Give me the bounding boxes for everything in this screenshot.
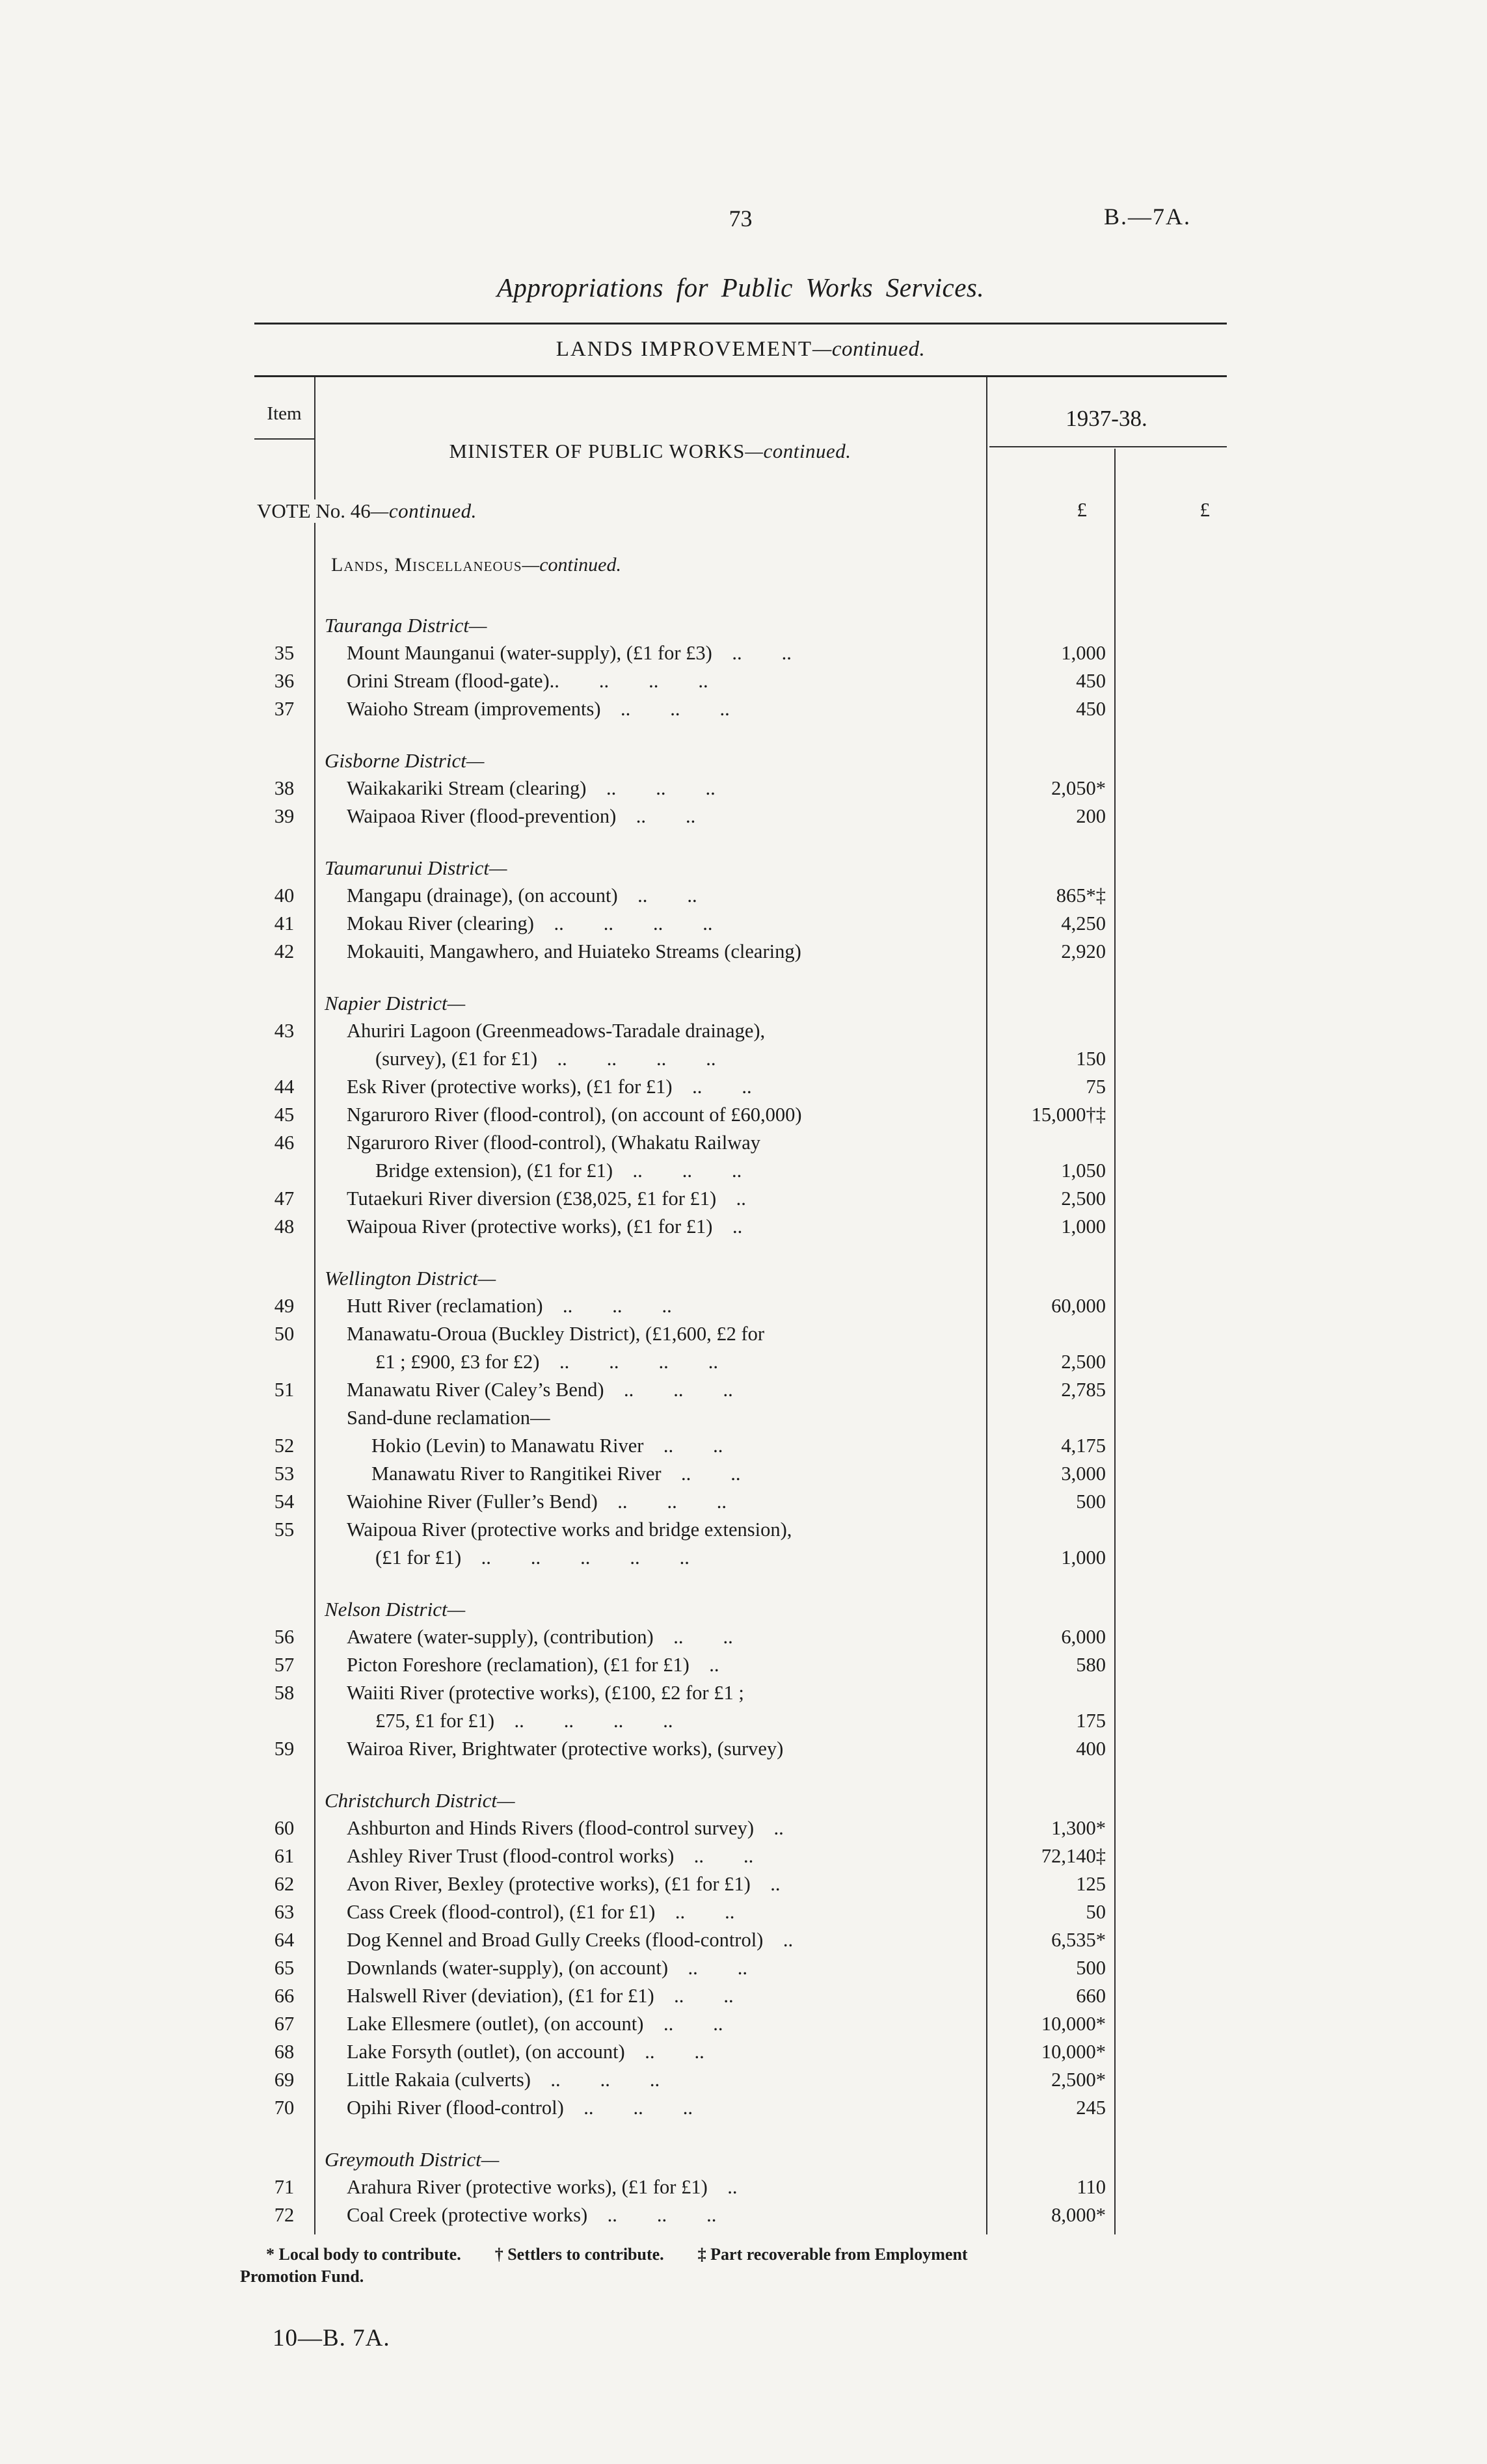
- item-description: [314, 1735, 986, 1763]
- amount: 2,050*: [1051, 777, 1106, 799]
- district-heading: Napier District—: [325, 992, 466, 1014]
- amount: 10,000*: [1041, 2013, 1106, 2035]
- item-number: 37: [274, 698, 295, 720]
- description-line: (survey), (£1 for £1) .. .. .. ..: [375, 1048, 716, 1070]
- table-row: [254, 1516, 1227, 1572]
- item-number: 67: [274, 2013, 295, 2035]
- amount: 4,250: [1061, 912, 1106, 934]
- item-number: 66: [274, 1985, 295, 2007]
- item-description: [314, 2173, 986, 2201]
- amount: 75: [1086, 1076, 1106, 1098]
- item-number: 52: [274, 1435, 295, 1457]
- appropriations-table: [254, 375, 1227, 2234]
- amount: 200: [1076, 805, 1106, 827]
- minister-header-continued: —continued.: [745, 440, 851, 462]
- amount: 72,140‡: [1041, 1845, 1106, 1867]
- description-line: Wairoa River, Brightwater (protective works), (survey): [347, 1738, 784, 1760]
- year-header-underline: [989, 446, 1227, 447]
- description-line: Lake Forsyth (outlet), (on account) .. ..: [347, 2041, 704, 2063]
- item-description: [314, 1870, 986, 1898]
- item-description: [314, 639, 986, 667]
- subsection-header-continued: —continued.: [522, 554, 621, 576]
- footnote-line-1: * Local body to contribute. † Settlers to contribute. ‡ Part recoverable from Employment: [266, 2245, 968, 2264]
- currency-column-divider: [1114, 449, 1116, 2234]
- description-line: Awatere (water-supply), (contribution) .. ..: [347, 1626, 733, 1648]
- item-number: 41: [274, 912, 295, 934]
- table-row: [254, 1213, 1227, 1241]
- description-line: Ngaruroro River (flood-control), (on account of £60,000): [347, 1104, 802, 1126]
- item-number: 43: [274, 1020, 295, 1042]
- description-line: Waiohine River (Fuller’s Bend) .. .. ..: [347, 1490, 727, 1513]
- footnote: [240, 2244, 1229, 2288]
- item-description: [314, 1129, 986, 1185]
- description-line: (£1 for £1) .. .. .. .. ..: [375, 1546, 690, 1569]
- item-description: [314, 2038, 986, 2066]
- item-description: [314, 882, 986, 910]
- table-row: [254, 2173, 1227, 2201]
- item-number: 35: [274, 642, 295, 664]
- table-row: [254, 1432, 1227, 1460]
- table-row: [254, 775, 1227, 802]
- table-row: [254, 1488, 1227, 1516]
- table-row: [254, 2201, 1227, 2229]
- district-group: [254, 747, 1227, 830]
- description-line: Ngaruroro River (flood-control), (Whakatu Railway: [347, 1132, 761, 1154]
- description-line: Mokauiti, Mangawhero, and Huiateko Streams (clearing): [347, 940, 801, 962]
- item-number: 39: [274, 805, 295, 827]
- item-number: 50: [274, 1323, 295, 1345]
- item-description: [314, 1954, 986, 1982]
- item-description: [314, 667, 986, 695]
- table-row: [254, 695, 1227, 723]
- amount: 4,175: [1061, 1435, 1106, 1457]
- item-column-header: Item: [267, 403, 302, 424]
- table-row: [254, 938, 1227, 966]
- table-row: [254, 1814, 1227, 1842]
- district-heading: Greymouth District—: [325, 2148, 500, 2171]
- district-heading: Tauranga District—: [325, 614, 487, 637]
- item-description: [314, 1679, 986, 1735]
- amount: 6,000: [1061, 1626, 1106, 1648]
- document-content: [240, 263, 1227, 2352]
- description-line: Waipaoa River (flood-prevention) .. ..: [347, 805, 696, 827]
- description-line: Mangapu (drainage), (on account) .. ..: [347, 884, 697, 907]
- amount: 3,000: [1061, 1463, 1106, 1485]
- description-line: Waikakariki Stream (clearing) .. .. ..: [347, 777, 716, 799]
- section-heading: [254, 335, 1227, 364]
- description-line: Orini Stream (flood-gate).. .. .. ..: [347, 670, 708, 692]
- table-row: [254, 2066, 1227, 2094]
- description-line: Lake Ellesmere (outlet), (on account) .. ..: [347, 2013, 723, 2035]
- description-line: Opihi River (flood-control) .. .. ..: [347, 2097, 693, 2119]
- amount: 1,000: [1061, 642, 1106, 664]
- table-header: [254, 377, 1227, 611]
- item-number: 40: [274, 884, 295, 907]
- vote-header: [257, 499, 485, 523]
- item-description: [314, 1623, 986, 1651]
- table-row: [254, 1898, 1227, 1926]
- vote-header-continued: —continued.: [370, 499, 477, 522]
- district-group: [254, 611, 1227, 723]
- item-number: 46: [274, 1132, 295, 1154]
- item-description: [314, 1017, 986, 1073]
- table-row: [254, 1679, 1227, 1735]
- amount: 1,000: [1061, 1215, 1106, 1238]
- table-row: [254, 1926, 1227, 1954]
- item-description: [314, 1073, 986, 1101]
- amount: 60,000: [1051, 1295, 1106, 1317]
- description-line: Hutt River (reclamation) .. .. ..: [347, 1295, 672, 1317]
- district-heading: Nelson District—: [325, 1598, 466, 1621]
- item-number: 47: [274, 1187, 295, 1210]
- description-line: Cass Creek (flood-control), (£1 for £1) .. ..: [347, 1901, 735, 1923]
- amount: 245: [1076, 2097, 1106, 2119]
- amount: 2,500: [1061, 1187, 1106, 1210]
- district-group: [254, 1595, 1227, 1763]
- item-number: 44: [274, 1076, 295, 1098]
- description-line: Little Rakaia (culverts) .. .. ..: [347, 2069, 660, 2091]
- amount: 2,500: [1061, 1351, 1106, 1373]
- description-line: Waipoua River (protective works), (£1 for £1) ..: [347, 1215, 743, 1238]
- table-row: [254, 1017, 1227, 1073]
- table-row: [254, 667, 1227, 695]
- item-description: [314, 938, 986, 966]
- table-row: [254, 1651, 1227, 1679]
- item-number: 65: [274, 1957, 295, 1979]
- item-number: 64: [274, 1929, 295, 1951]
- item-description: [314, 775, 986, 802]
- item-description: [314, 1488, 986, 1516]
- description-line: Waioho Stream (improvements) .. .. ..: [347, 698, 730, 720]
- description-line: Manawatu River to Rangitikei River .. ..: [371, 1463, 741, 1485]
- item-number: 48: [274, 1215, 295, 1238]
- description-line: Mount Maunganui (water-supply), (£1 for £3) .. ..: [347, 642, 792, 664]
- page-title: Appropriations for Public Works Services.: [496, 272, 985, 302]
- item-description: [314, 802, 986, 830]
- item-number: 58: [274, 1682, 295, 1704]
- amount: 8,000*: [1051, 2204, 1106, 2226]
- table-row: [254, 2094, 1227, 2122]
- item-description: [314, 1982, 986, 2010]
- description-line: Hokio (Levin) to Manawatu River .. ..: [371, 1435, 723, 1457]
- amount: 1,000: [1061, 1546, 1106, 1569]
- description-line: Ashley River Trust (flood-control works) .. ..: [347, 1845, 754, 1867]
- minister-header-text: MINISTER OF PUBLIC WORKS: [449, 440, 745, 462]
- item-description: [314, 1432, 986, 1460]
- item-number: 49: [274, 1295, 295, 1317]
- amount: 175: [1076, 1710, 1106, 1732]
- item-number: 57: [274, 1654, 295, 1676]
- table-row: [254, 2010, 1227, 2038]
- district-group: [254, 1264, 1227, 1572]
- item-description: [314, 1185, 986, 1213]
- currency-symbol-1: £: [1077, 498, 1087, 521]
- item-number: 59: [274, 1738, 295, 1760]
- amount: 50: [1086, 1901, 1106, 1923]
- district-heading: Taumarunui District—: [325, 856, 507, 879]
- item-description: [314, 1814, 986, 1842]
- amount: 6,535*: [1051, 1929, 1106, 1951]
- table-body: [254, 611, 1227, 2229]
- table-row: [254, 1842, 1227, 1870]
- item-description: [314, 1460, 986, 1488]
- table-row: [254, 1185, 1227, 1213]
- amount-column-divider: [986, 377, 987, 2234]
- item-description: [314, 1213, 986, 1241]
- description-line: Tutaekuri River diversion (£38,025, £1 for £1) ..: [347, 1187, 746, 1210]
- item-number: 62: [274, 1873, 295, 1895]
- amount: 400: [1076, 1738, 1106, 1760]
- district-group: [254, 2145, 1227, 2229]
- amount: 500: [1076, 1957, 1106, 1979]
- item-number: 55: [274, 1518, 295, 1541]
- amount: 500: [1076, 1490, 1106, 1513]
- year-column-header: 1937-38.: [1065, 406, 1147, 431]
- table-row: [254, 1073, 1227, 1101]
- description-line: Waiiti River (protective works), (£100, £2 for £1 ;: [347, 1682, 744, 1704]
- amount: 1,050: [1061, 1159, 1106, 1182]
- description-line: £1 ; £900, £3 for £2) .. .. .. ..: [375, 1351, 718, 1373]
- item-number: 45: [274, 1104, 295, 1126]
- amount: 450: [1076, 670, 1106, 692]
- minister-header: [314, 440, 986, 463]
- item-description: [314, 1376, 986, 1404]
- item-number: 60: [274, 1817, 295, 1839]
- item-description: [314, 910, 986, 938]
- item-header-underline: [254, 438, 314, 440]
- item-description: [314, 1926, 986, 1954]
- subheading: Sand-dune reclamation—: [347, 1407, 550, 1429]
- doc-reference: B.—7A.: [1104, 204, 1192, 230]
- table-row: [254, 1129, 1227, 1185]
- amount: 2,920: [1061, 940, 1106, 962]
- district-heading: Gisborne District—: [325, 749, 485, 772]
- description-line: Coal Creek (protective works) .. .. ..: [347, 2204, 717, 2226]
- item-number: 54: [274, 1490, 295, 1513]
- item-description: [314, 1320, 986, 1376]
- district-group: [254, 854, 1227, 966]
- description-line: Avon River, Bexley (protective works), (£1 for £1) ..: [347, 1873, 781, 1895]
- item-number: 42: [274, 940, 295, 962]
- item-number: 63: [274, 1901, 295, 1923]
- district-heading: Wellington District—: [325, 1267, 496, 1290]
- item-description: [314, 695, 986, 723]
- description-line: Halswell River (deviation), (£1 for £1) .. ..: [347, 1985, 734, 2007]
- item-description: [314, 2010, 986, 2038]
- description-line: Esk River (protective works), (£1 for £1) .. ..: [347, 1076, 752, 1098]
- table-row: [254, 1954, 1227, 1982]
- amount: 150: [1076, 1048, 1106, 1070]
- table-row: [254, 802, 1227, 830]
- item-description: [314, 1898, 986, 1926]
- description-line: Bridge extension), (£1 for £1) .. .. ..: [375, 1159, 742, 1182]
- item-description: [314, 2094, 986, 2122]
- item-number: 38: [274, 777, 295, 799]
- description-line: Waipoua River (protective works and bridge extension),: [347, 1518, 792, 1541]
- subsection-header: [331, 554, 621, 576]
- table-row: [254, 1376, 1227, 1404]
- amount: 1,300*: [1051, 1817, 1106, 1839]
- description-line: Arahura River (protective works), (£1 for £1) ..: [347, 2176, 738, 2198]
- table-row: [254, 1292, 1227, 1320]
- item-description: [314, 1292, 986, 1320]
- item-number: 56: [274, 1626, 295, 1648]
- item-number: 51: [274, 1379, 295, 1401]
- item-description: [314, 1842, 986, 1870]
- footnote-line-2: Promotion Fund.: [240, 2267, 364, 2286]
- amount: 580: [1076, 1654, 1106, 1676]
- subsection-header-text: Lands, Miscellaneous: [331, 554, 522, 576]
- item-number: 69: [274, 2069, 295, 2091]
- item-description: [314, 2201, 986, 2229]
- item-number: 53: [274, 1463, 295, 1485]
- table-row: [254, 1623, 1227, 1651]
- description-line: Manawatu-Oroua (Buckley District), (£1,600, £2 for: [347, 1323, 765, 1345]
- amount: 865*‡: [1056, 884, 1106, 907]
- description-line: Mokau River (clearing) .. .. .. ..: [347, 912, 713, 934]
- amount: 450: [1076, 698, 1106, 720]
- item-description: [314, 2066, 986, 2094]
- item-number: 70: [274, 2097, 295, 2119]
- description-line: Ashburton and Hinds Rivers (flood-control survey) ..: [347, 1817, 784, 1839]
- table-row: [254, 1982, 1227, 2010]
- item-number: 68: [274, 2041, 295, 2063]
- page-footer: 10—B. 7A.: [273, 2325, 390, 2351]
- description-line: Ahuriri Lagoon (Greenmeadows-Taradale drainage),: [347, 1020, 766, 1042]
- item-number: 61: [274, 1845, 295, 1867]
- item-description: [314, 1101, 986, 1129]
- divider-rule-top: [254, 323, 1227, 325]
- vote-header-text: VOTE No. 46: [257, 499, 371, 522]
- item-description: [314, 1516, 986, 1572]
- table-row: [254, 1735, 1227, 1763]
- item-number: 36: [274, 670, 295, 692]
- item-number: 71: [274, 2176, 295, 2198]
- amount: 10,000*: [1041, 2041, 1106, 2063]
- description-line: Dog Kennel and Broad Gully Creeks (flood-control) ..: [347, 1929, 794, 1951]
- district-heading: Christchurch District—: [325, 1789, 515, 1812]
- district-group: [254, 1786, 1227, 2122]
- table-row: [254, 1320, 1227, 1376]
- item-description: [314, 1651, 986, 1679]
- table-row: [254, 910, 1227, 938]
- section-heading-continued: —continued.: [812, 338, 926, 361]
- amount: 125: [1076, 1873, 1106, 1895]
- amount: 110: [1077, 2176, 1106, 2198]
- description-line: £75, £1 for £1) .. .. .. ..: [375, 1710, 673, 1732]
- amount: 2,500*: [1051, 2069, 1106, 2091]
- amount: 660: [1076, 1985, 1106, 2007]
- description-line: Manawatu River (Caley’s Bend) .. .. ..: [347, 1379, 733, 1401]
- item-number: 72: [274, 2204, 295, 2226]
- table-row: [254, 1870, 1227, 1898]
- currency-symbol-2: £: [1199, 498, 1210, 521]
- amount: 15,000†‡: [1031, 1104, 1106, 1126]
- description-line: Picton Foreshore (reclamation), (£1 for £1) ..: [347, 1654, 719, 1676]
- section-heading-text: LANDS IMPROVEMENT: [556, 338, 813, 361]
- table-row: [254, 1460, 1227, 1488]
- description-line: Downlands (water-supply), (on account) .. ..: [347, 1957, 748, 1979]
- page-number: 73: [729, 205, 753, 232]
- amount: 2,785: [1061, 1379, 1106, 1401]
- table-row: [254, 882, 1227, 910]
- table-row: [254, 639, 1227, 667]
- item-column-divider: [314, 377, 315, 2234]
- table-row: [254, 1101, 1227, 1129]
- table-row: [254, 2038, 1227, 2066]
- district-group: [254, 989, 1227, 1241]
